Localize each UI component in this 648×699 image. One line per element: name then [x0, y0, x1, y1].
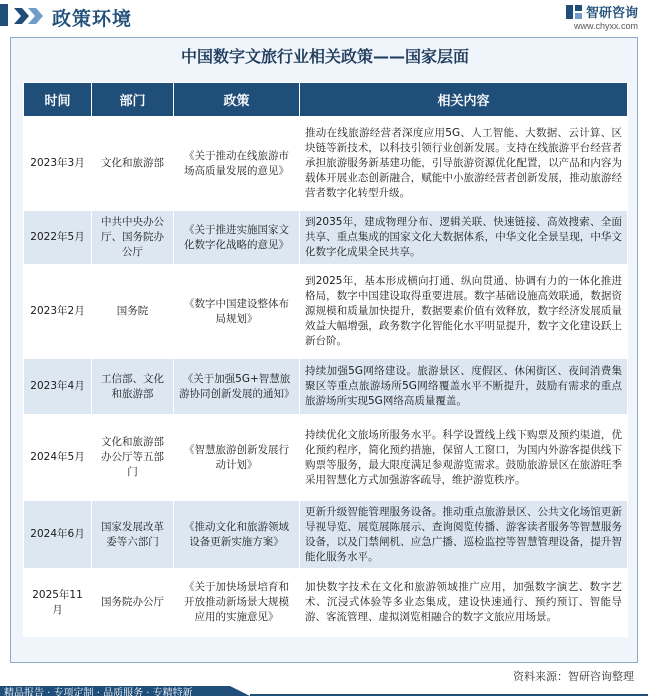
page-footer: [0, 668, 648, 699]
footer-tagline: 精品报告 · 专项定制 · 品质服务 · 专精特新: [4, 688, 193, 699]
cell-content: 到2035年，建成物理分布、逻辑关联、快速链接、高效搜索、全面共享、重点集成的国家文化大数据体系，中华文化全景呈现，中华文化数字化成果全民共享。: [300, 211, 628, 265]
cell-dept: 中共中央办公厅、国务院办公厅: [92, 211, 174, 265]
cell-content: 更新升级智能管理服务设备。推动重点旅游景区、公共文化场馆更新导视导览、展览展陈展示、查询阅览传播、游客读者服务等智慧服务设备，以及门禁闸机、应急广播、巡检监控等智慧管理设备，提升智能化服务水平。: [300, 501, 628, 569]
brand-url: www.chyxx.com: [573, 21, 638, 31]
cell-policy: 《关于推动在线旅游市场高质量发展的意见》: [174, 117, 300, 211]
brand-icon: [565, 4, 583, 20]
table-row: [24, 569, 628, 637]
table-header-row: [24, 83, 628, 117]
table-row: [24, 117, 628, 211]
table-row: [24, 359, 628, 415]
table-row: [24, 415, 628, 501]
table-title: 中国数字文旅行业相关政策——国家层面: [180, 47, 469, 66]
data-source: 资料来源：智研咨询整理: [513, 670, 634, 683]
column-header-dept: 部门: [92, 83, 174, 117]
brand-name: 智研咨询: [585, 6, 638, 21]
cell-content: 到2025年，基本形成横向打通、纵向贯通、协调有力的一体化推进格局，数字中国建设取得重要进展。数字基础设施高效联通，数据资源规模和质量加快提升，数据要素价值有效释放，数字经济发展质量效益大幅增强，政务数字化智能化水平明显提升，数字文化建设跃上新台阶。: [300, 265, 628, 359]
cell-policy: 《智慧旅游创新发展行动计划》: [174, 415, 300, 501]
cell-time: 2024年5月: [24, 415, 92, 501]
chevron-icon: [14, 8, 46, 24]
cell-policy: 《数字中国建设整体布局规划》: [174, 265, 300, 359]
brand-logo: [565, 2, 638, 31]
cell-time: 2022年5月: [24, 211, 92, 265]
cell-content: 推动在线旅游经营者深度应用5G、人工智能、大数据、云计算、区块链等新技术，以科技引领行业创新发展。支持在线旅游平台经营者承担旅游服务新基建功能，引导旅游资源优化配置，以产品和内容为载体开展业态创新融合，赋能中小旅游经营者创新发展，推动旅游经营者数字化转型升级。: [300, 117, 628, 211]
cell-content: 持续加强5G网络建设。旅游景区、度假区、休闲街区、夜间消费集聚区等重点旅游场所5G网络覆盖水平不断提升，鼓励有需求的重点旅游场所实现5G网络高质量覆盖。: [300, 359, 628, 415]
cell-time: 2023年3月: [24, 117, 92, 211]
cell-time: 2024年6月: [24, 501, 92, 569]
header-bar: [0, 4, 8, 26]
column-header-time: 时间: [24, 83, 92, 117]
cell-policy: 《关于加快场景培育和开放推动新场景大规模应用的实施意见》: [174, 569, 300, 637]
table-row: [24, 211, 628, 265]
cell-dept: 文化和旅游部: [92, 117, 174, 211]
cell-time: 2023年2月: [24, 265, 92, 359]
cell-dept: 国家发展改革委等六部门: [92, 501, 174, 569]
cell-dept: 工信部、文化和旅游部: [92, 359, 174, 415]
page-header: [0, 0, 648, 30]
cell-content: 加快数字技术在文化和旅游领域推广应用，加强数字演艺、数字艺术、沉浸式体验等多业态集成，建设快速通行、预约预订、智能导游、客流管理、虚拟浏览相融合的数字文旅应用场景。: [300, 569, 628, 637]
column-header-policy: 政策: [174, 83, 300, 117]
cell-policy: 《关于加强5G+智慧旅游协同创新发展的通知》: [174, 359, 300, 415]
cell-time: 2025年11月: [24, 569, 92, 637]
cell-dept: 国务院: [92, 265, 174, 359]
column-header-content: 相关内容: [300, 83, 628, 117]
cell-dept: 文化和旅游部办公厅等五部门: [92, 415, 174, 501]
page-title: 政策环境: [52, 8, 133, 30]
cell-time: 2023年4月: [24, 359, 92, 415]
table-frame: [10, 37, 638, 663]
cell-dept: 国务院办公厅: [92, 569, 174, 637]
cell-policy: 《推动文化和旅游领域设备更新实施方案》: [174, 501, 300, 569]
policy-table: [23, 82, 628, 637]
table-row: [24, 265, 628, 359]
table-row: [24, 501, 628, 569]
cell-policy: 《关于推进实施国家文化数字化战略的意见》: [174, 211, 300, 265]
cell-content: 持续优化文旅场所服务水平。科学设置线上线下购票及预约渠道，优化预约程序，简化预约措施，保留人工窗口，为国内外游客提供线下购票等服务，最大限度满足参观游览需求。鼓励旅游景区在旅游旺季采用智慧化方式加强游客疏导，维护游览秩序。: [300, 415, 628, 501]
